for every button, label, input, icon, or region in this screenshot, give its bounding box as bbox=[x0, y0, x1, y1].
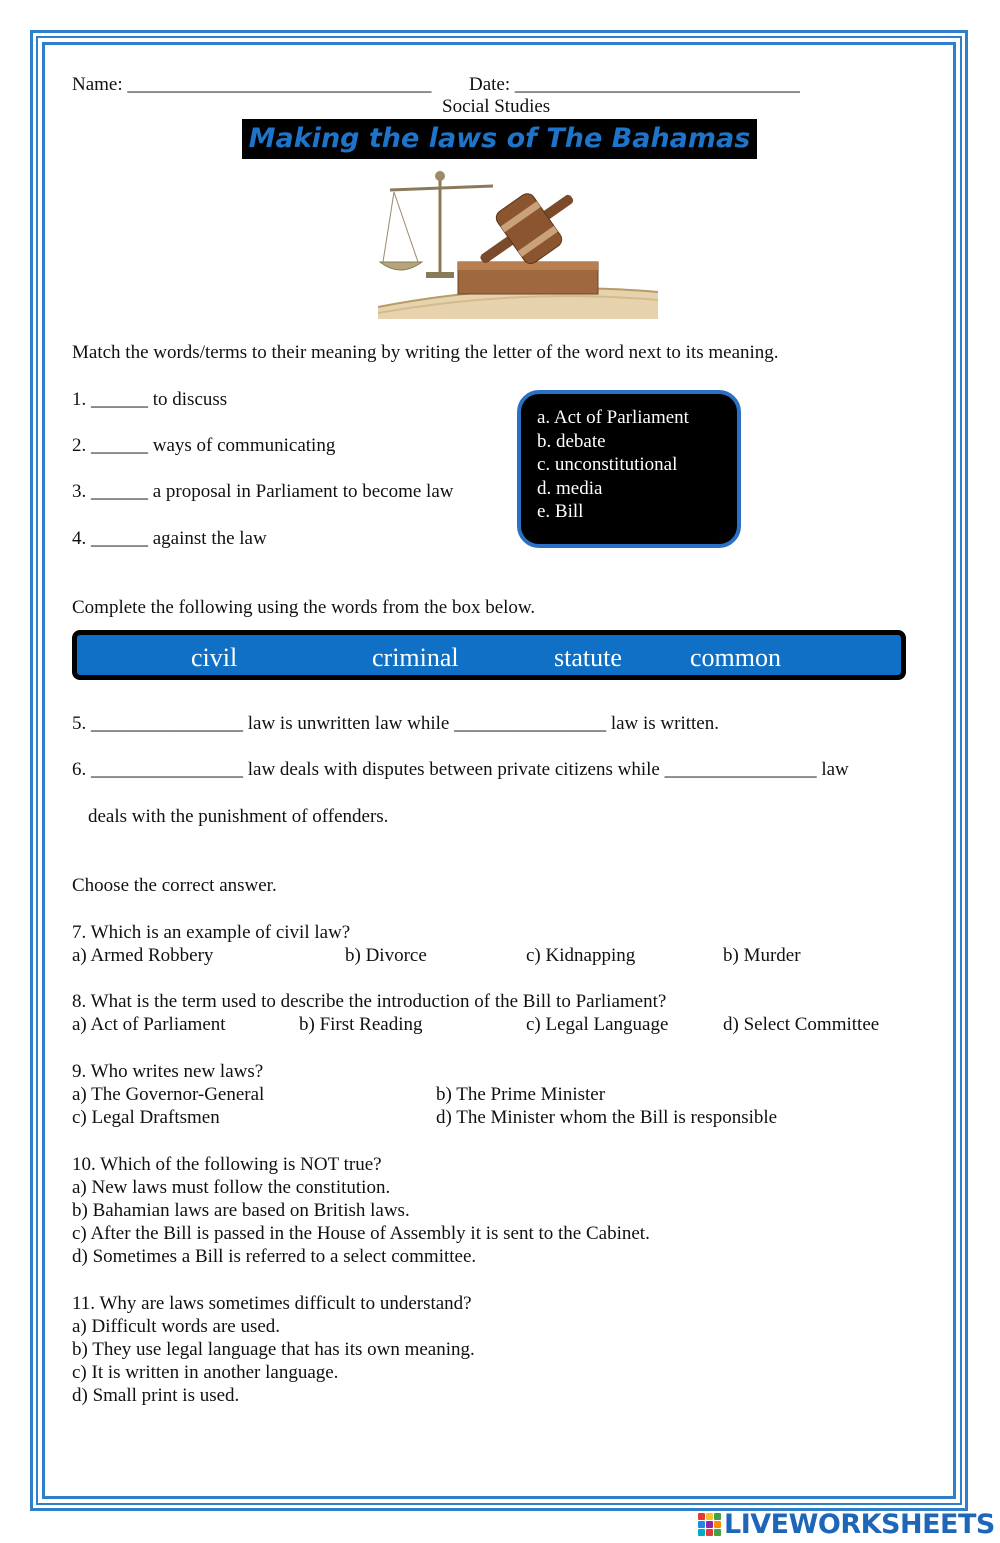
word-bank-item: statute bbox=[554, 643, 622, 672]
logo-tile bbox=[698, 1513, 705, 1520]
match-option: b. debate bbox=[537, 430, 606, 452]
word-bank-item: criminal bbox=[372, 643, 459, 672]
match-option: e. Bill bbox=[537, 501, 584, 522]
question-5[interactable]: 5. ________________ law is unwritten law while ________________ law is written. bbox=[72, 713, 719, 734]
answer-option[interactable]: a) New laws must follow the constitution. bbox=[72, 1177, 391, 1198]
gavel-scales-book-icon bbox=[378, 162, 658, 319]
question-11: 11. Why are laws sometimes difficult to understand? bbox=[72, 1293, 472, 1314]
question-9: 9. Who writes new laws? bbox=[72, 1061, 264, 1082]
answer-option[interactable]: d) Select Committee bbox=[723, 1014, 880, 1035]
match-option: d. media bbox=[537, 477, 603, 499]
match-option: a. Act of Parliament bbox=[537, 407, 689, 428]
subject-label: Social Studies bbox=[442, 96, 551, 117]
date-field[interactable]: Date: ______________________________ bbox=[469, 74, 800, 95]
match-item[interactable]: 4. ______ against the law bbox=[72, 528, 267, 549]
logo-grid-icon bbox=[698, 1513, 721, 1536]
logo-tile bbox=[706, 1529, 713, 1536]
question-6[interactable]: 6. ________________ law deals with disputes between private citizens while ________________ law bbox=[72, 759, 849, 780]
answer-option[interactable]: a) Difficult words are used. bbox=[72, 1316, 281, 1337]
page-title: Making the laws of The Bahamas bbox=[242, 119, 757, 159]
answer-option[interactable]: b) Murder bbox=[723, 945, 801, 966]
logo-tile bbox=[714, 1521, 721, 1528]
answer-option[interactable]: b) Divorce bbox=[345, 945, 427, 966]
match-instruction: Match the words/terms to their meaning by writing the letter of the word next to its meaning. bbox=[72, 342, 779, 363]
answer-option[interactable]: a) Act of Parliament bbox=[72, 1014, 226, 1035]
answer-option[interactable]: c) Legal Language bbox=[526, 1014, 669, 1035]
logo-tile bbox=[714, 1513, 721, 1520]
answer-option[interactable]: b) Bahamian laws are based on British laws. bbox=[72, 1200, 410, 1221]
question-6-continued: deals with the punishment of offenders. bbox=[88, 806, 389, 827]
answer-option[interactable]: d) Small print is used. bbox=[72, 1385, 240, 1406]
name-field[interactable]: Name: ________________________________ bbox=[72, 74, 432, 95]
word-bank bbox=[72, 630, 906, 680]
complete-instruction: Complete the following using the words from the box below. bbox=[72, 597, 536, 618]
match-options-box bbox=[517, 390, 741, 548]
answer-option[interactable]: b) They use legal language that has its own meaning. bbox=[72, 1339, 475, 1360]
answer-option[interactable]: a) The Governor-General bbox=[72, 1084, 265, 1105]
answer-option[interactable]: c) Legal Draftsmen bbox=[72, 1107, 220, 1128]
answer-option[interactable]: c) Kidnapping bbox=[526, 945, 636, 966]
logo-tile bbox=[698, 1529, 705, 1536]
choose-instruction: Choose the correct answer. bbox=[72, 875, 277, 896]
logo-tile bbox=[706, 1521, 713, 1528]
match-option: c. unconstitutional bbox=[537, 454, 678, 475]
answer-option[interactable]: b) The Prime Minister bbox=[436, 1084, 606, 1105]
question-8: 8. What is the term used to describe the introduction of the Bill to Parliament? bbox=[72, 991, 667, 1012]
match-item[interactable]: 1. ______ to discuss bbox=[72, 389, 228, 410]
logo-tile bbox=[698, 1521, 705, 1528]
answer-option[interactable]: b) First Reading bbox=[299, 1014, 423, 1035]
liveworksheets-logo[interactable] bbox=[698, 1509, 995, 1539]
question-7: 7. Which is an example of civil law? bbox=[72, 922, 351, 943]
question-10: 10. Which of the following is NOT true? bbox=[72, 1154, 382, 1175]
match-item[interactable]: 3. ______ a proposal in Parliament to become law bbox=[72, 481, 454, 502]
logo-text: LIVEWORKSHEETS bbox=[724, 1508, 995, 1540]
answer-option[interactable]: d) The Minister whom the Bill is responsible bbox=[436, 1107, 778, 1128]
answer-option[interactable]: c) After the Bill is passed in the House of Assembly it is sent to the Cabinet. bbox=[72, 1223, 650, 1244]
logo-tile bbox=[706, 1513, 713, 1520]
answer-option[interactable]: c) It is written in another language. bbox=[72, 1362, 339, 1383]
answer-option[interactable]: a) Armed Robbery bbox=[72, 945, 214, 966]
word-bank-item: civil bbox=[191, 643, 238, 672]
match-item[interactable]: 2. ______ ways of communicating bbox=[72, 435, 336, 456]
answer-option[interactable]: d) Sometimes a Bill is referred to a select committee. bbox=[72, 1246, 477, 1267]
logo-tile bbox=[714, 1529, 721, 1536]
word-bank-item: common bbox=[690, 643, 781, 672]
